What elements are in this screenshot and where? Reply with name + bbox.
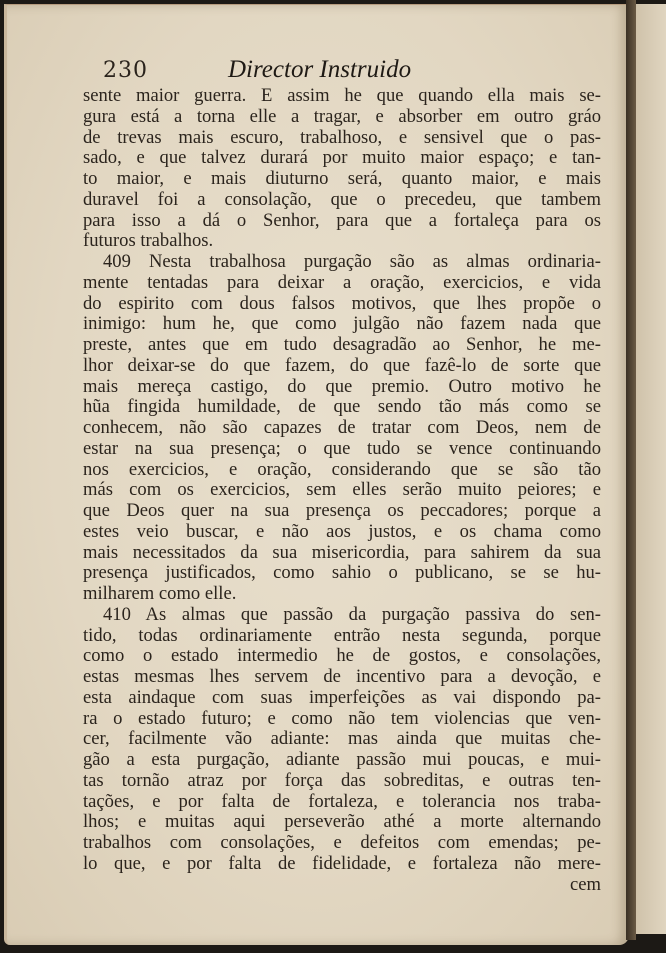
text-line: 410 As almas que passão da purgação passiva do sen- (103, 603, 601, 625)
text-line: para isso a dá o Senhor, para que a fortaleça para os (83, 209, 601, 231)
adjacent-page-edge (636, 4, 666, 934)
text-line: conhecem, não são capazes de tratar com Deos, nem de (83, 417, 601, 438)
text-line: sente maior guerra. E assim he que quando ella mais se- (83, 85, 601, 106)
text-line: trabalhos com consolações, e defeitos com emendas; pe- (83, 832, 601, 853)
text-line: mais necessitados da sua misericordia, para sahirem da sua (83, 541, 601, 563)
text-line: como o estado intermedio he de gostos, e consolações, (83, 645, 601, 667)
text-line: tido, todas ordinariamente entrão nesta segunda, porque (83, 624, 601, 646)
text-line: 409 Nesta trabalhosa purgação são as almas ordinaria- (103, 251, 601, 272)
text-line: hũa fingida humildade, de que sendo tão más como se (83, 396, 601, 418)
text-line: lo que, e por falta de fidelidade, e fortaleza não mere- (83, 852, 601, 874)
text-line: presença justificados, como sahio o publicano, se se hu- (83, 562, 601, 584)
text-line: que Deos quer na sua presença os peccadores; porque a (83, 500, 601, 521)
text-line: ra o estado futuro; e como não tem violencias que ven- (83, 707, 601, 729)
page-header (103, 56, 603, 86)
text-line: tações, e por falta de fortaleza, e tolerancia nos traba- (83, 790, 601, 812)
text-line: gura está a torna elle a tragar, e absorber em outro gráo (83, 105, 601, 127)
text-line: estes veio buscar, e não aos justos, e os chama como (83, 520, 601, 542)
text-line: duravel foi a consolação, que o precedeu, que tambem (83, 188, 601, 210)
text-line: lhos; e muitas aqui perseverão athé a morte alternando (83, 811, 601, 833)
running-head: Director Instruido (228, 56, 412, 83)
text-line: de trevas mais escuro, trabalhoso, e sensivel que o pas- (83, 126, 601, 148)
text-line: sado, e que talvez durará por muito maior espaço; e tan- (83, 147, 601, 169)
text-line: nos exercicios, e oração, considerando que se são tão (83, 458, 601, 480)
text-line: gão a esta purgação, adiante passão mui poucas, e mui- (83, 749, 601, 770)
text-line: inimigo: hum he, que como julgão não fazem nada que (83, 313, 601, 335)
text-line: milharem como elle. (83, 583, 237, 604)
text-line: cer, facilmente vão adiante: mas ainda que muitas che- (83, 728, 601, 750)
text-line: esta aindaque com suas imperfeições as vai dispondo pa- (83, 686, 601, 708)
text-line: futuros trabalhos. (83, 230, 214, 252)
text-line: más com os exercicios, sem elles serão muito peiores; e (83, 479, 601, 501)
catchword: cem (570, 873, 601, 895)
text-line: preste, antes que em tudo desagradão ao Senhor, he me- (83, 334, 601, 355)
text-line: estar na sua presença; o que tudo se vence continuando (83, 437, 601, 459)
text-line: mente tentadas para deixar a oração, exercicios, e vida (83, 271, 601, 293)
text-line: lhor deixar-se do que fazem, do que fazê-lo de sorte que (83, 354, 601, 376)
text-line: do espirito com dous falsos motivos, que lhes propõe o (83, 292, 601, 314)
page-number: 230 (103, 58, 148, 83)
text-line: tas tornão atraz por força das sobreditas, e outras ten- (83, 769, 601, 791)
text-line: estas mesmas lhes servem de incentivo para a devoção, e (83, 666, 601, 687)
page-gutter (626, 0, 636, 940)
text-line: mais mereça castigo, do que premio. Outro motivo he (83, 375, 601, 397)
text-line: to maior, e mais diuturno será, quanto maior, e mais (83, 168, 601, 189)
body-text (83, 86, 601, 895)
